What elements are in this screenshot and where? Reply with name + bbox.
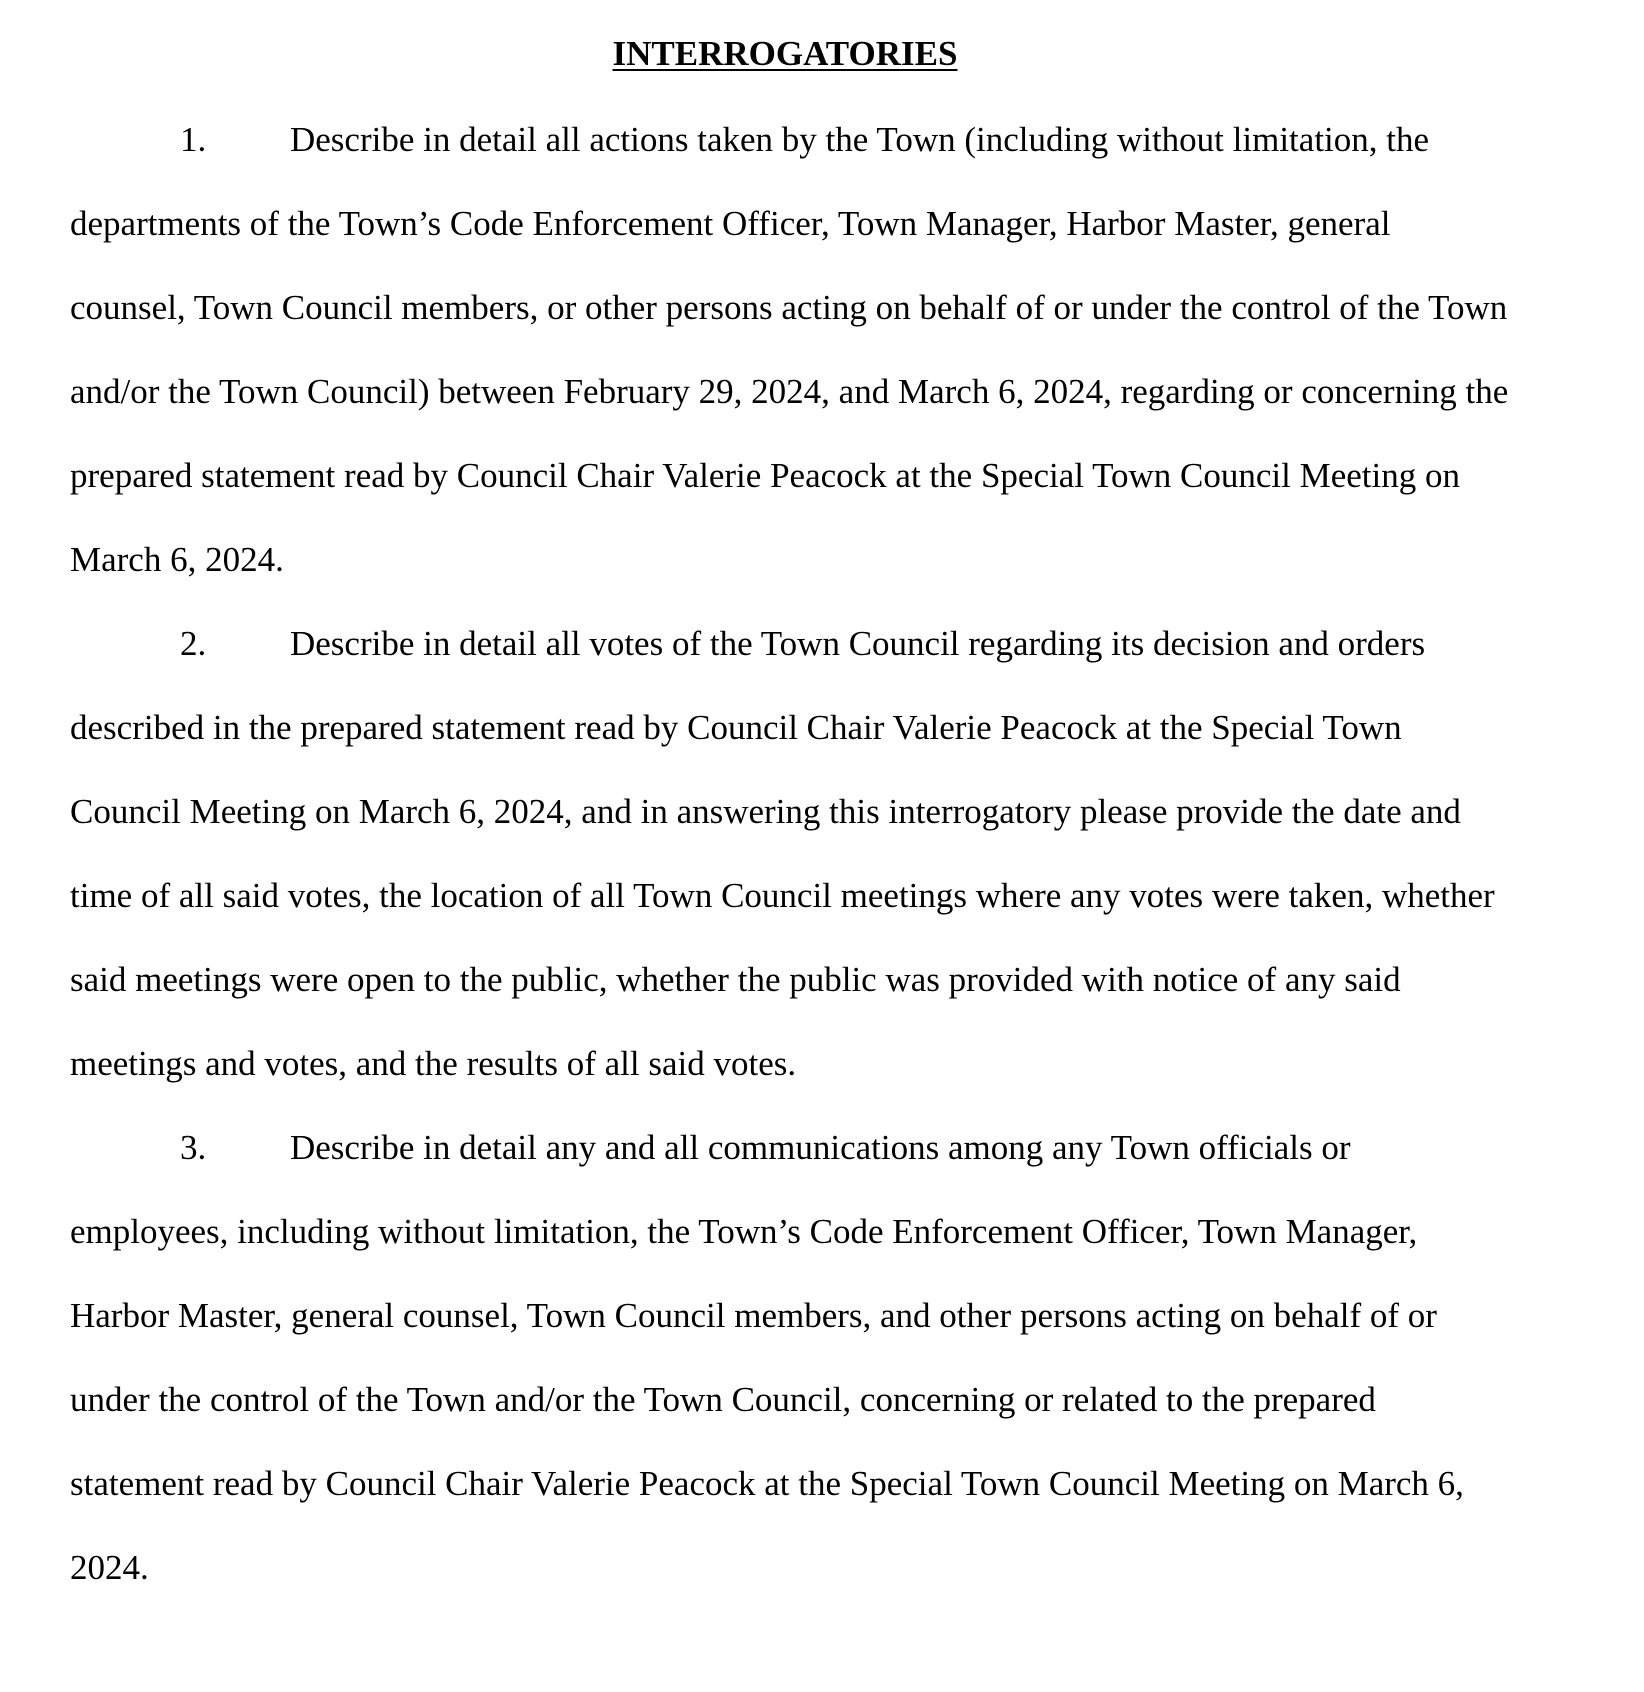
interrogatory-text: Describe in detail all actions taken by the Town (including without limitation, the departments of the Town’s Code Enforcement Officer, Town Manager, Harbor Master, general counsel, Town Council members, or other persons acting on behalf of or under the control of the Town and/or the Town Council) between February 29, 2024, and March 6, 2024, regarding or concerning the prepared statement read by Council Chair Valerie Peacock at the Special Town Council Meeting on March 6, 2024. (70, 120, 1509, 579)
interrogatory-number: 1. (180, 120, 207, 159)
interrogatory-number: 3. (180, 1128, 207, 1167)
document-heading: INTERROGATORIES (612, 34, 958, 73)
interrogatory-text: Describe in detail all votes of the Town Council regarding its decision and orders described in the prepared statement read by Council Chair Valerie Peacock at the Special Town Council Meeting on March 6, 2024, and in answering this interrogatory please provide the date and time of all said votes, the location of all Town Council meetings where any votes were taken, whether said meetings were open to the public, whether the public was provided with notice of any said meetings and votes, and the results of all said votes. (70, 624, 1495, 1083)
interrogatory-1 (70, 98, 1510, 602)
interrogatory-2 (70, 602, 1510, 1106)
interrogatory-3 (70, 1106, 1510, 1610)
interrogatory-number: 2. (180, 624, 207, 663)
interrogatory-text: Describe in detail any and all communications among any Town officials or employees, including without limitation, the Town’s Code Enforcement Officer, Town Manager, Harbor Master, general counsel, Town Council members, and other persons acting on behalf of or under the control of the Town and/or the Town Council, concerning or related to the prepared statement read by Council Chair Valerie Peacock at the Special Town Council Meeting on March 6, 2024. (70, 1128, 1464, 1587)
